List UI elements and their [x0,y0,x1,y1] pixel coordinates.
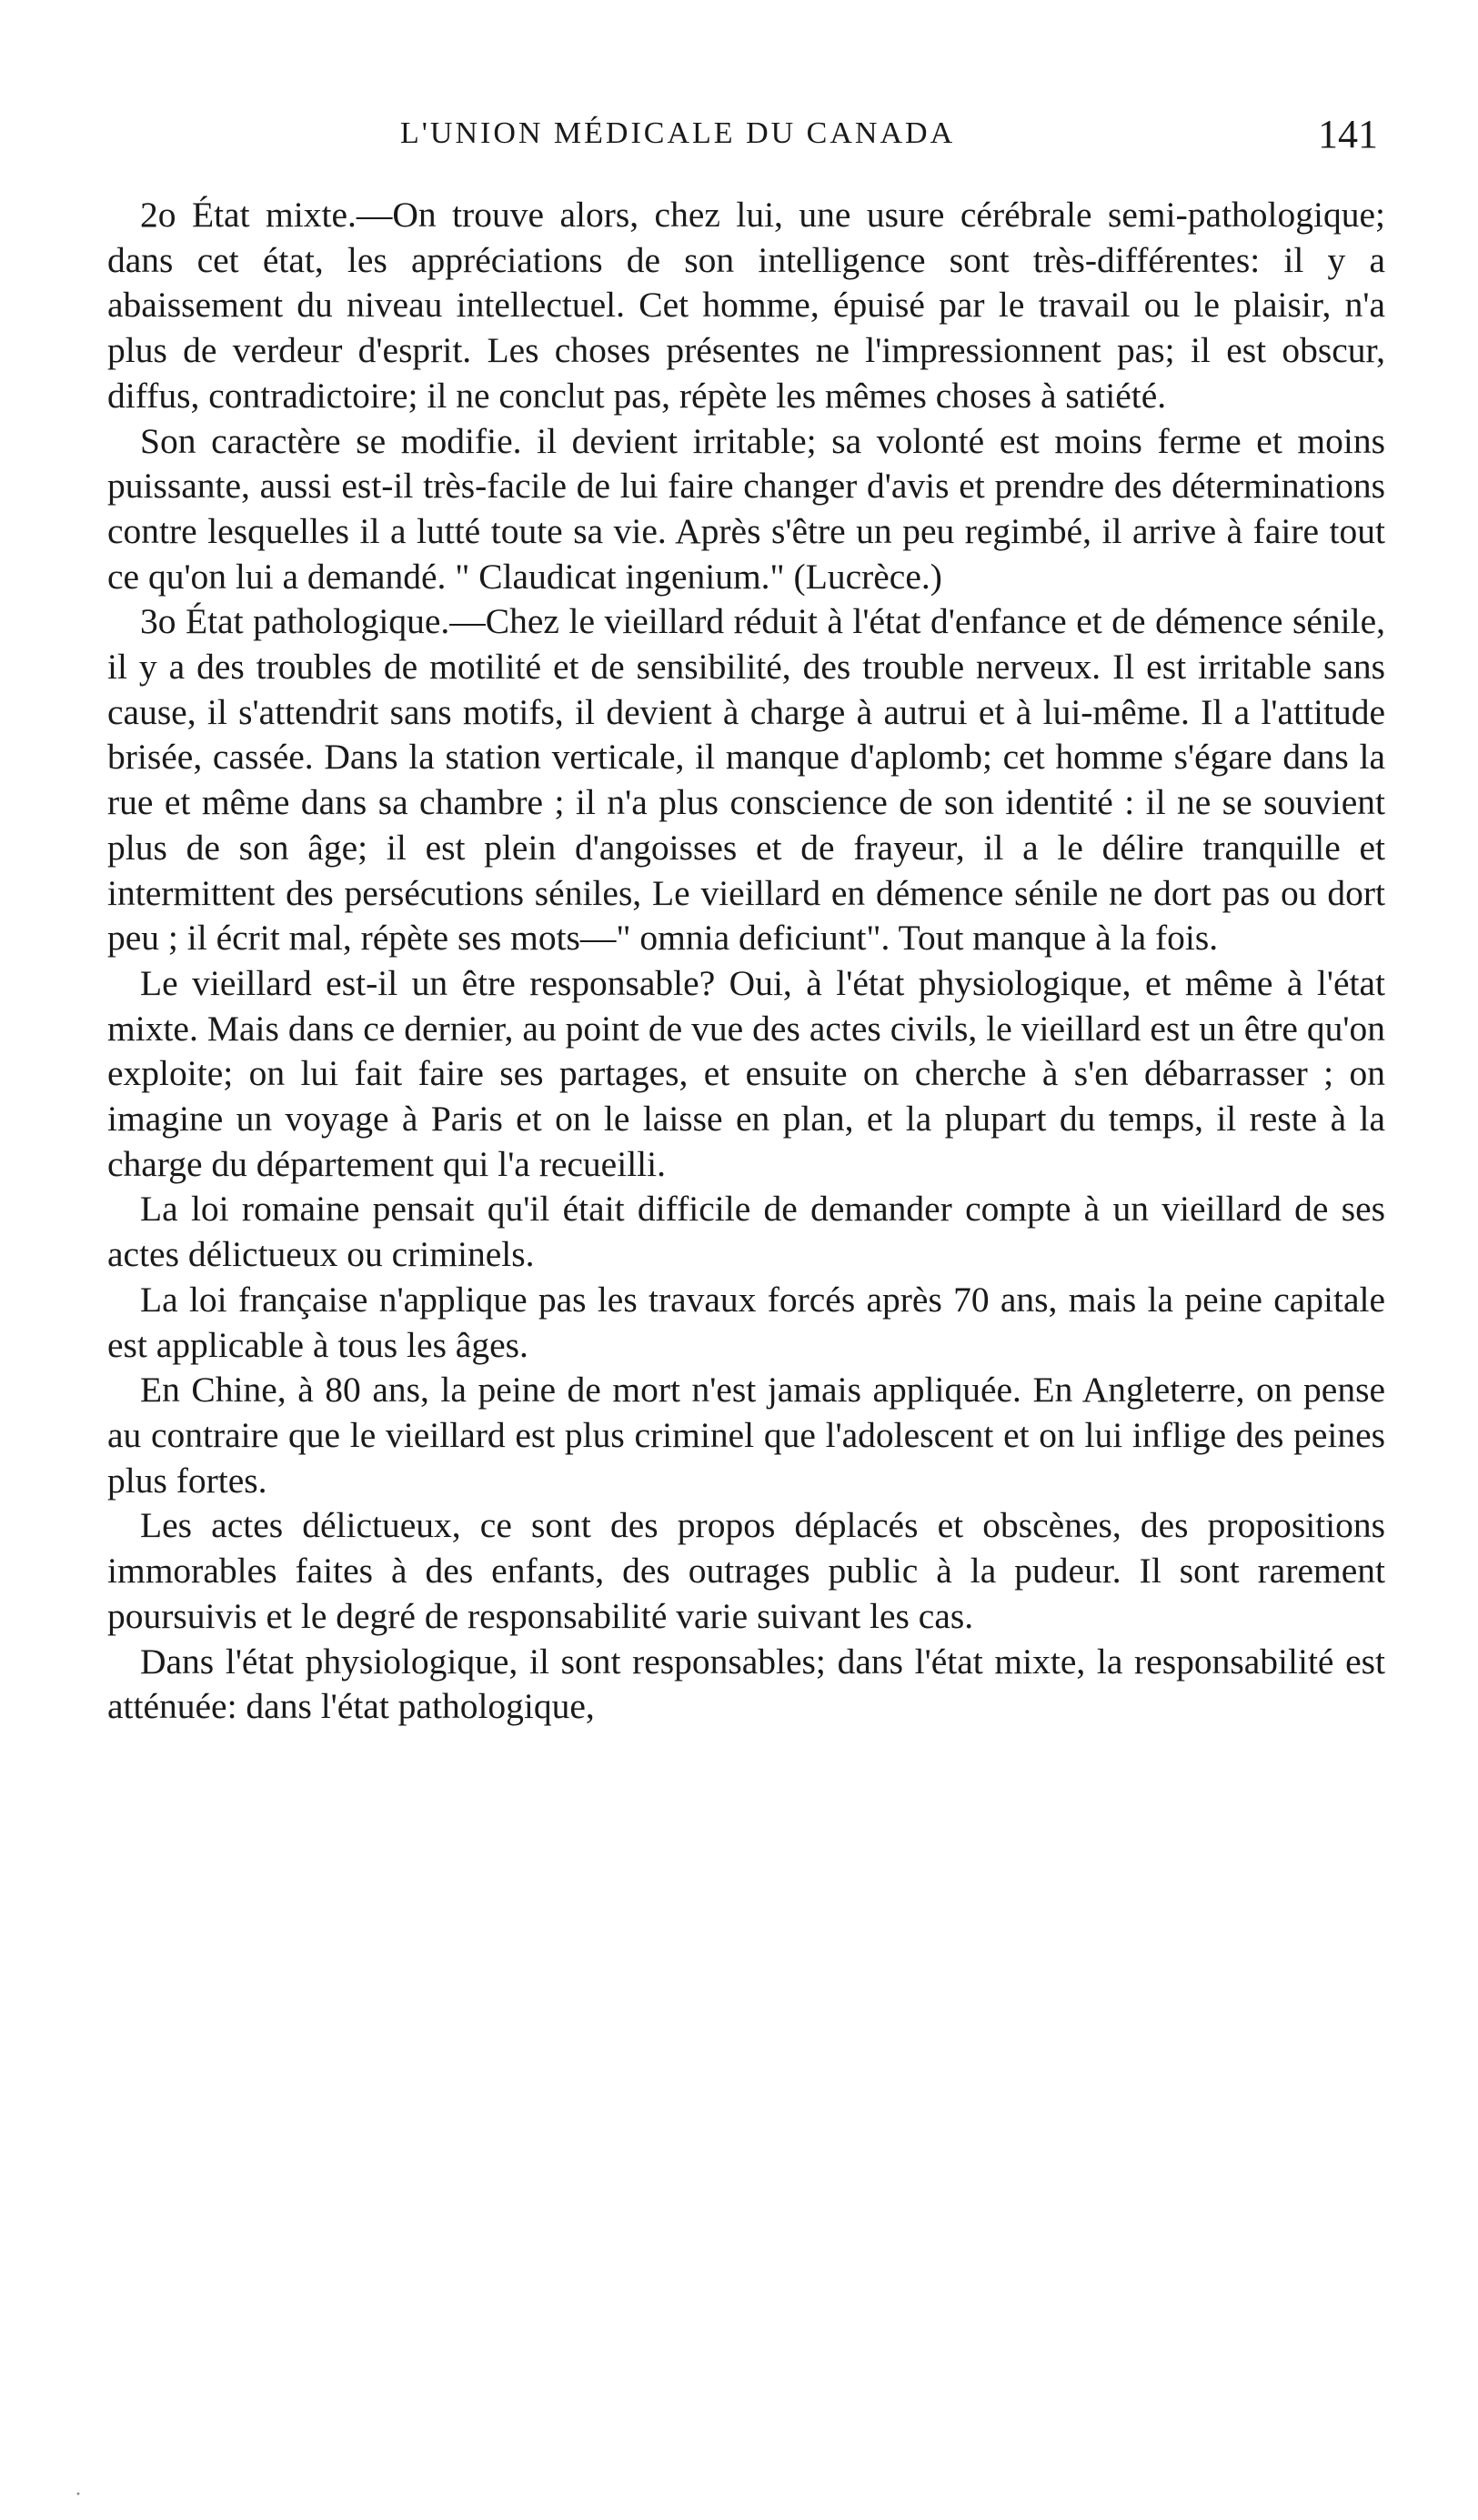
paragraph-etat-mixte: 2o État mixte.—On trouve alors, chez lui, une usure cérébrale semi-pathologique; dans cet état, les appréciations de son intelligence sont très-différentes: il y a abaissement du niveau intellectuel. Cet homme, épuisé par le travail ou le plaisir, n'a plus de verdeur d'esprit. Les choses présentes ne l'impressionnent pas; il est obscur, diffus, contradictoire; il ne conclut pas, répète les mêmes choses à satiété. [107,195,1385,416]
paragraph-caractere: Son caractère se modifie. il devient irritable; sa volonté est moins ferme et moins puissante, aussi est-il très-facile de lui faire changer d'avis et prendre des déterminations contre lesquelles il a lutté toute sa vie. Après s'être un peu regimbé, il arrive à faire tout ce qu'on lui a demandé. " Claudicat ingenium." (Lucrèce.) [107,420,1385,597]
paragraph-etat-physiologique: Dans l'état physiologique, il sont responsables; dans l'état mixte, la responsabilité est atténuée: dans l'état pathologique, [107,1641,1385,1727]
paragraph-loi-francaise: La loi française n'applique pas les travaux forcés après 70 ans, mais la peine capitale est applicable à tous les âges. [107,1279,1385,1365]
page-number: 141 [1318,112,1378,156]
body-text [107,193,1385,1730]
paragraph-etat-pathologique: 3o État pathologique.—Chez le vieillard réduit à l'état d'enfance et de démence sénile, il y a des troubles de motilité et de sensibilité, des trouble nerveux. Il est irritable sans cause, il s'attendrit sans motifs, il devient à charge à autrui et à lui-même. Il a l'attitude brisée, cassée. Dans la station verticale, il manque d'aplomb; cet homme s'égare dans la rue et même dans sa chambre ; il n'a plus conscience de son identité : il ne se souvient plus de son âge; il est plein d'angoisses et de frayeur, il a le délire tranquille et intermittent des persécutions séniles, Le vieillard en démence sénile ne dort pas ou dort peu ; il écrit mal, répète ses mots—" omnia deficiunt". Tout manque à la fois. [107,601,1385,959]
paragraph-chine-angleterre: En Chine, à 80 ans, la peine de mort n'est jamais appliquée. En Angleterre, on pense au contraire que le vieillard est plus criminel que l'adolescent et on lui inflige des peines plus fortes. [107,1370,1385,1501]
paragraph-loi-romaine: La loi romaine pensait qu'il était difficile de demander compte à un vieillard de ses actes délictueux ou criminels. [107,1189,1385,1275]
footer-mark: · [75,2483,82,2506]
paragraph-actes-delictueux: Les actes délictueux, ce sont des propos déplacés et obscènes, des propositions immorables faites à des enfants, des outrages public à la pudeur. Il sont rarement poursuivis et le degré de responsabilité varie suivant les cas. [107,1505,1385,1636]
running-head [0,112,1478,167]
paragraph-responsabilite: Le vieillard est-il un être responsable? Oui, à l'état physiologique, et même à l'état mixte. Mais dans ce dernier, au point de vue des actes civils, le vieillard est un être qu'on exploite; on lui fait faire ses partages, et ensuite on cherche à s'en débarrasser ; on imagine un voyage à Paris et on le laisse en plan, et la plupart du temps, il reste à la charge du département qui l'a recueilli. [107,962,1385,1184]
journal-title: L'UNION MÉDICALE DU CANADA [400,116,956,150]
